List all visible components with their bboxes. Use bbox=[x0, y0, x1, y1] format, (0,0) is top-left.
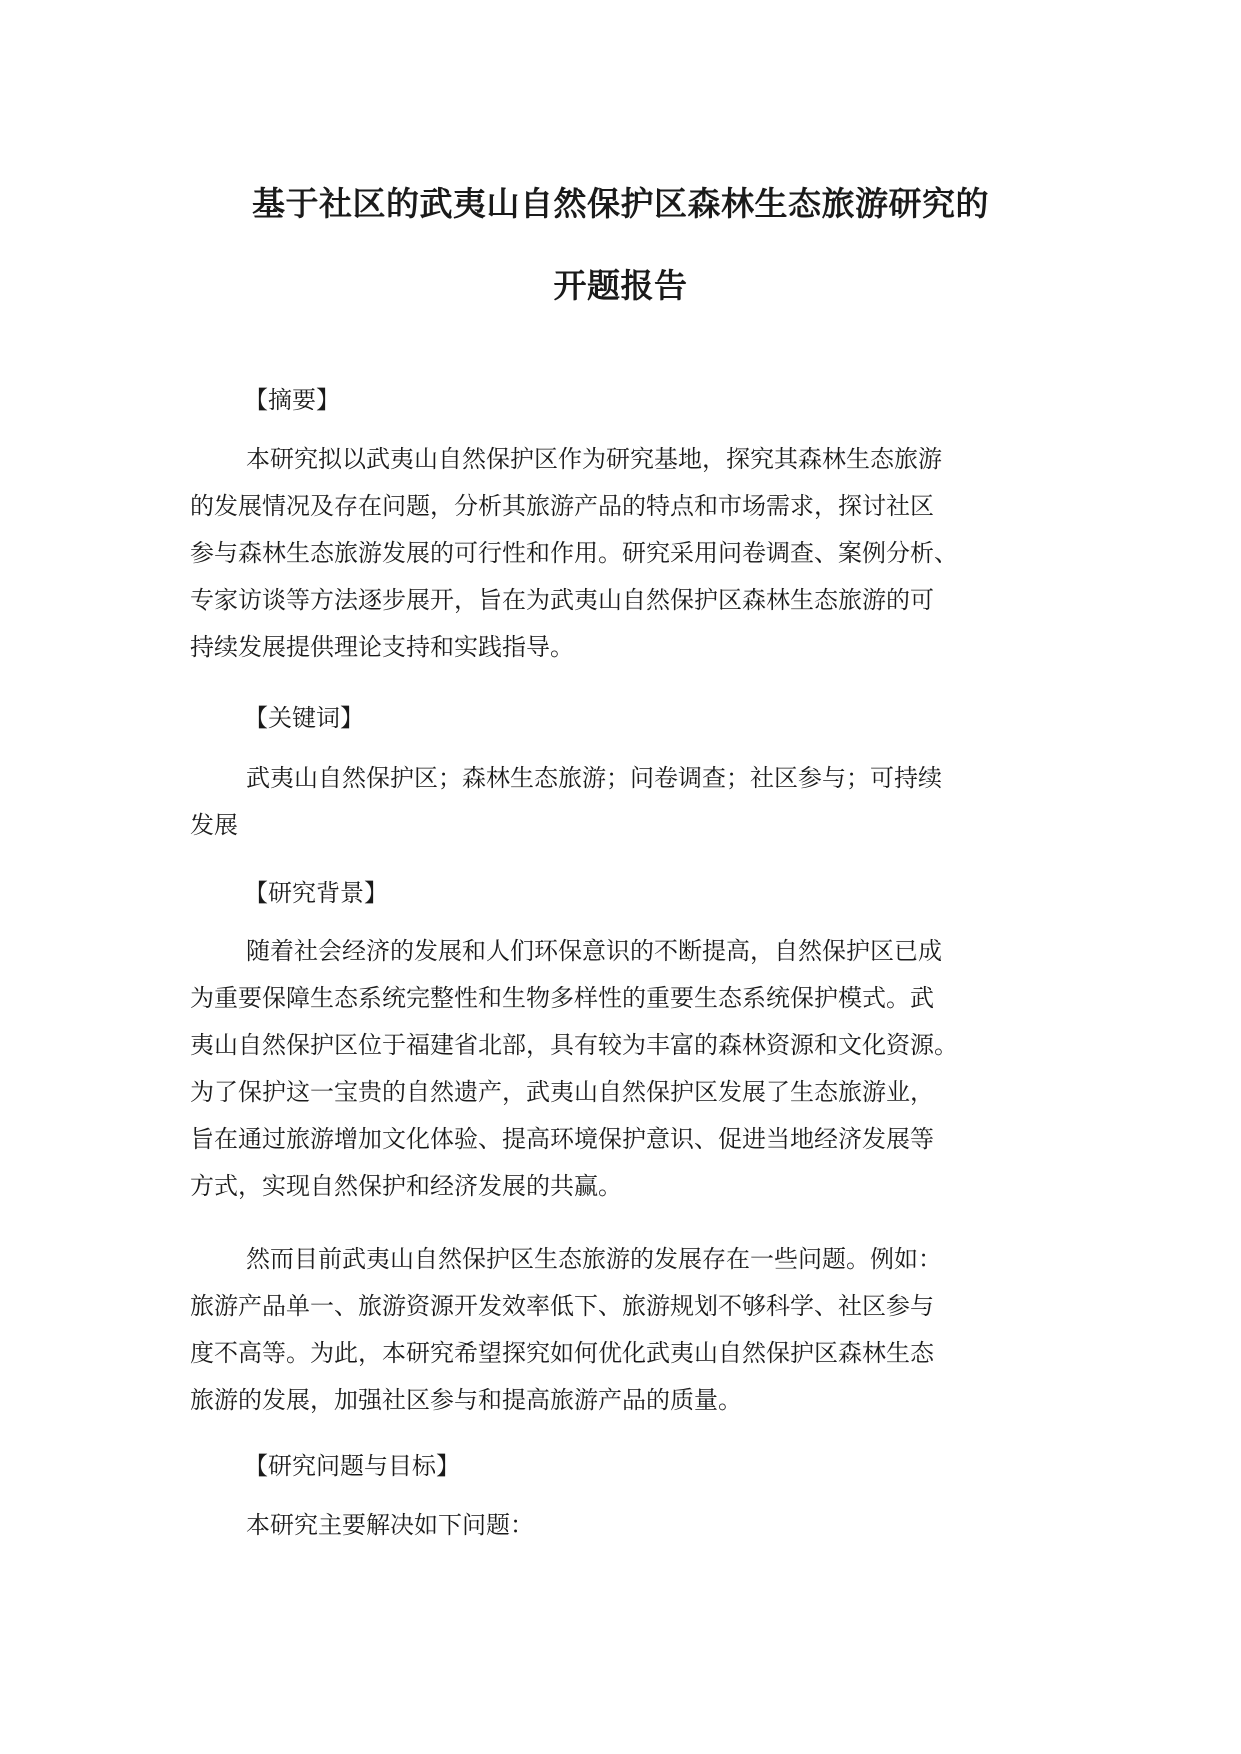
keywords-section bbox=[190, 755, 1070, 849]
background-line: 为重要保障生态系统完整性和生物多样性的重要生态系统保护模式。武 bbox=[190, 984, 934, 1012]
abstract-line: 持续发展提供理论支持和实践指导。 bbox=[190, 633, 574, 661]
background-paragraph-1 bbox=[190, 928, 1070, 1210]
background-heading-block bbox=[190, 875, 1070, 911]
questions-heading: 【研究问题与目标】 bbox=[244, 1452, 460, 1480]
abstract-line: 本研究拟以武夷山自然保护区作为研究基地，探究其森林生态旅游 bbox=[246, 445, 942, 473]
abstract-line: 专家访谈等方法逐步展开，旨在为武夷山自然保护区森林生态旅游的可 bbox=[190, 586, 934, 614]
questions-paragraph bbox=[190, 1502, 1070, 1549]
background-line: 旨在通过旅游增加文化体验、提高环境保护意识、促进当地经济发展等 bbox=[190, 1125, 934, 1153]
keywords-line: 武夷山自然保护区；森林生态旅游；问卷调查；社区参与；可持续 bbox=[246, 764, 942, 792]
background-line: 方式，实现自然保护和经济发展的共赢。 bbox=[190, 1172, 622, 1200]
background-line: 度不高等。为此，本研究希望探究如何优化武夷山自然保护区森林生态 bbox=[190, 1339, 934, 1367]
abstract-line: 的发展情况及存在问题，分析其旅游产品的特点和市场需求，探讨社区 bbox=[190, 492, 934, 520]
abstract-section bbox=[190, 436, 1070, 671]
keywords-heading: 【关键词】 bbox=[244, 704, 364, 732]
keywords-heading-block bbox=[190, 700, 1070, 736]
document-title-line-1: 基于社区的武夷山自然保护区森林生态旅游研究的 bbox=[252, 184, 989, 223]
background-line: 夷山自然保护区位于福建省北部，具有较为丰富的森林资源和文化资源。 bbox=[190, 1031, 958, 1059]
background-paragraph-2 bbox=[190, 1236, 1070, 1424]
background-line: 为了保护这一宝贵的自然遗产，武夷山自然保护区发展了生态旅游业， bbox=[190, 1078, 934, 1106]
background-section-2 bbox=[190, 1236, 1070, 1424]
questions-heading-block bbox=[190, 1448, 1070, 1484]
abstract-heading: 【摘要】 bbox=[244, 386, 340, 414]
background-line: 旅游产品单一、旅游资源开发效率低下、旅游规划不够科学、社区参与 bbox=[190, 1292, 934, 1320]
keywords-paragraph bbox=[190, 755, 1070, 849]
abstract-heading-block bbox=[190, 382, 1070, 418]
questions-intro: 本研究主要解决如下问题： bbox=[246, 1511, 534, 1539]
background-section-1 bbox=[190, 928, 1070, 1210]
document-title-line-2: 开题报告 bbox=[553, 266, 688, 305]
background-line: 随着社会经济的发展和人们环保意识的不断提高，自然保护区已成 bbox=[246, 937, 942, 965]
background-heading: 【研究背景】 bbox=[244, 879, 388, 907]
keywords-line: 发展 bbox=[190, 811, 238, 839]
abstract-line: 参与森林生态旅游发展的可行性和作用。研究采用问卷调查、案例分析、 bbox=[190, 539, 958, 567]
questions-section bbox=[190, 1502, 1070, 1549]
abstract-paragraph bbox=[190, 436, 1070, 671]
background-line: 旅游的发展，加强社区参与和提高旅游产品的质量。 bbox=[190, 1386, 742, 1414]
background-line: 然而目前武夷山自然保护区生态旅游的发展存在一些问题。例如： bbox=[246, 1245, 942, 1273]
